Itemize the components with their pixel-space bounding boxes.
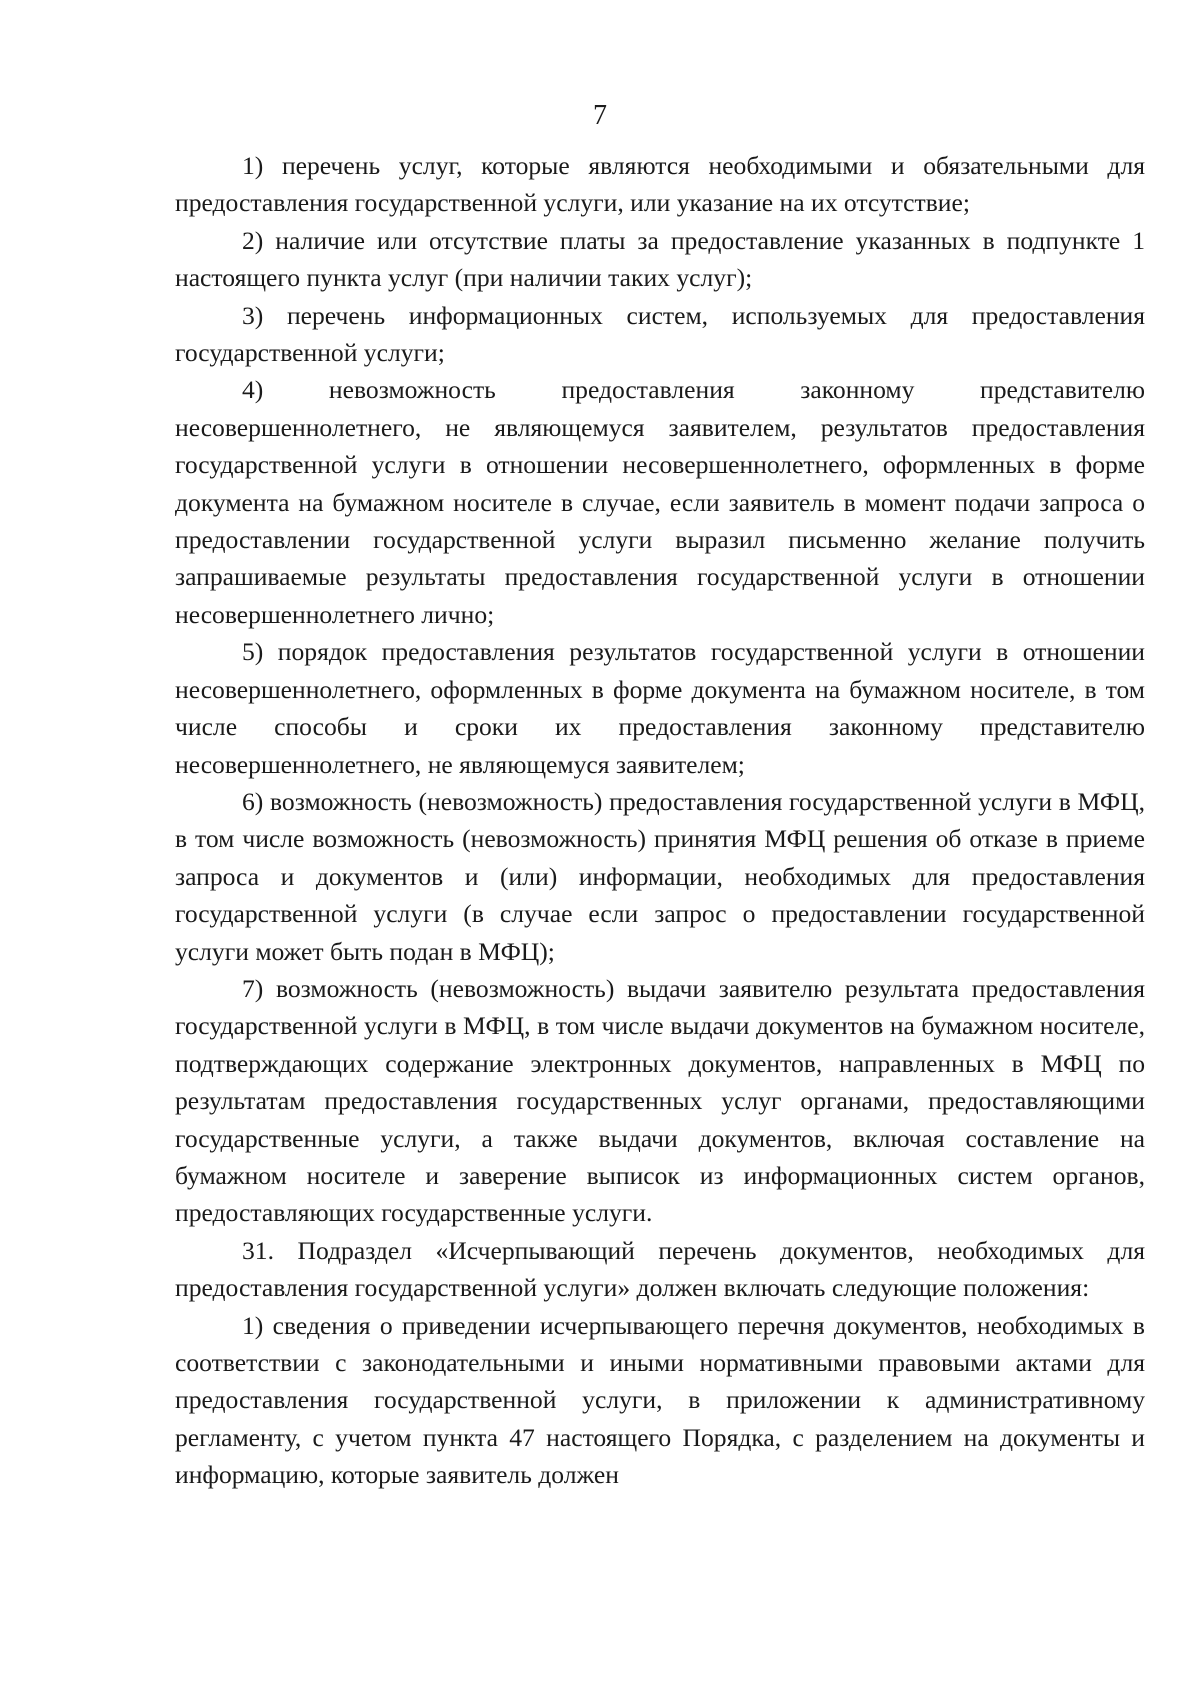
- paragraph-item-7: 7) возможность (невозможность) выдачи заявителю результата предоставления государственной услуги в МФЦ, в том числе выдачи документов на бумажном носителе, подтверждающих содержание электронных документов, направленных в МФЦ по результатам предоставления государственных услуг органами, предоставляющими государственные услуги, а также выдачи документов, включая составление на бумажном носителе и заверение выписок из информационных систем органов, предоставляющих государственные услуги.: [175, 973, 1145, 1228]
- paragraph-section-31-item-1: 1) сведения о приведении исчерпывающего перечня документов, необходимых в соответствии с законодательными и иными нормативными правовыми актами для предоставления государственной услуги, в приложении к административному регламенту, с учетом пункта 47 настоящего Порядка, с разделением на документы и информацию, которые заявитель должен: [175, 1310, 1145, 1490]
- document-body: [175, 147, 1145, 1494]
- paragraph-section-31: 31. Подраздел «Исчерпывающий перечень документов, необходимых для предоставления государственной услуги» должен включать следующие положения:: [175, 1235, 1145, 1303]
- page-number: 7: [593, 100, 607, 131]
- paragraph-item-1: 1) перечень услуг, которые являются необходимыми и обязательными для предоставления государственной услуги, или указание на их отсутствие;: [175, 151, 1145, 218]
- paragraph-item-6: 6) возможность (невозможность) предоставления государственной услуги в МФЦ, в том числе возможность (невозможность) принятия МФЦ решения об отказе в приеме запроса и документов и (или) информации, необходимых для предоставления государственной услуги (в случае если запрос о предоставлении государственной услуги может быть подан в МФЦ);: [175, 786, 1145, 966]
- paragraph-item-5: 5) порядок предоставления результатов государственной услуги в отношении несовершеннолетнего, оформленных в форме документа на бумажном носителе, в том числе способы и сроки их предоставления законному представителю несовершеннолетнего, не являющемуся заявителем;: [175, 637, 1145, 779]
- paragraph-item-4: 4) невозможность предоставления законному представителю несовершеннолетнего, не являющемуся заявителем, результатов предоставления государственной услуги в отношении несовершеннолетнего, оформленных в форме документа на бумажном носителе в случае, если заявитель в момент подачи запроса о предоставлении государственной услуги выразил письменно желание получить запрашиваемые результаты предоставления государственной услуги в отношении несовершеннолетнего лично;: [175, 375, 1145, 629]
- paragraph-item-3: 3) перечень информационных систем, используемых для предоставления государственной услуги;: [175, 300, 1145, 368]
- paragraph-item-2: 2) наличие или отсутствие платы за предоставление указанных в подпункте 1 настоящего пункта услуг (при наличии таких услуг);: [175, 225, 1145, 293]
